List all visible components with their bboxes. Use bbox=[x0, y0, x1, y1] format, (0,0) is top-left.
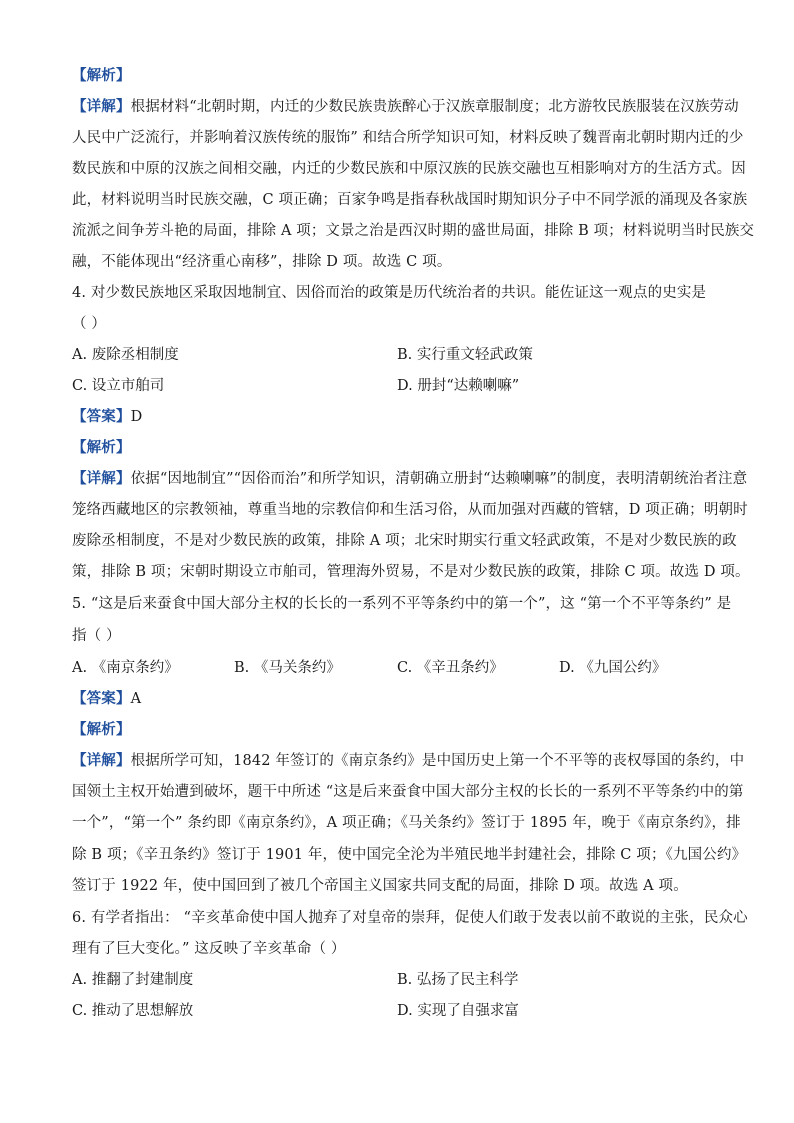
q4-detail-line: 笼络西藏地区的宗教领袖，尊重当地的宗教信仰和生活习俗，从而加强对西藏的管辖，D 项正确；明朝时 bbox=[72, 502, 748, 518]
analysis-label: 【解析】 bbox=[72, 439, 131, 456]
q6-option-d: D. 实现了自强求富 bbox=[397, 1003, 519, 1019]
q4-option-c: C. 设立市舶司 bbox=[72, 378, 165, 394]
detail-text: 根据材料“北朝时期，内迁的少数民族贵族醉心于汉族章服制度；北方游牧民族服装在汉族劳动 bbox=[130, 99, 739, 115]
q5-detail-line: 国领土主权开始遭到破坏，题干中所述 “这是后来蚕食中国大部分主权的长长的一系列不平等条约中的第 bbox=[72, 784, 744, 800]
q5-option-d: D. 《九国公约》 bbox=[559, 660, 667, 676]
q5-detail-line bbox=[72, 751, 744, 771]
question-6-stem: 6. 有学者指出： “辛亥革命使中国人抛弃了对皇帝的崇拜，促使人们敢于发表以前不敢说的主张，民众心 bbox=[72, 910, 748, 926]
q4-answer: D bbox=[130, 409, 143, 425]
q5-detail-line: 签订于 1922 年，使中国回到了被几个帝国主义国家共同支配的局面，排除 D 项。故选 A 项。 bbox=[72, 878, 688, 894]
detail-label: 【详解】 bbox=[72, 98, 131, 115]
question-5-stem-cont: 指（ ） bbox=[72, 628, 121, 644]
detail-text: 根据所学可知，1842 年签订的《南京条约》是中国历史上第一个不平等的丧权辱国的条约，中 bbox=[130, 753, 745, 769]
q6-option-b: B. 弘扬了民主科学 bbox=[397, 972, 519, 988]
answer-label: 【答案】 bbox=[72, 690, 131, 707]
question-4-blank: （ ） bbox=[72, 316, 107, 332]
detail-line: 人民中广泛流行，并影响着汉族传统的服饰” 和结合所学知识可知，材料反映了魏晋南北朝时期内迁的少 bbox=[72, 130, 744, 146]
detail-line: 流派之间争芳斗艳的局面，排除 A 项；文景之治是西汉时期的盛世局面，排除 B 项；材料说明当时民族交 bbox=[72, 223, 755, 239]
detail-line: 融，不能体现出“经济重心南移”，排除 D 项。故选 C 项。 bbox=[72, 254, 452, 270]
q5-detail-line: 除 B 项；《辛丑条约》签订于 1901 年，使中国完全沦为半殖民地半封建社会，排除 C 项；《九国公约》 bbox=[72, 847, 747, 863]
q4-answer-line bbox=[72, 407, 142, 427]
analysis-label: 【解析】 bbox=[72, 67, 131, 84]
q4-option-b: B. 实行重文轻武政策 bbox=[397, 347, 533, 363]
q5-detail-line: 一个”，“第一个” 条约即《南京条约》，A 项正确；《马关条约》签订于 1895 年，晚于《南京条约》，排 bbox=[72, 815, 741, 831]
q5-option-b: B. 《马关条约》 bbox=[234, 660, 341, 676]
q5-answer-line bbox=[72, 689, 141, 709]
q5-answer: A bbox=[130, 691, 142, 707]
q4-option-d: D. 册封“达赖喇嘛” bbox=[397, 378, 520, 394]
question-4-stem: 4. 对少数民族地区采取因地制宜、因俗而治的政策是历代统治者的共识。能佐证这一观点的史实是 bbox=[72, 285, 707, 301]
q6-option-c: C. 推动了思想解放 bbox=[72, 1003, 194, 1019]
question-5-stem: 5. “这是后来蚕食中国大部分主权的长长的一系列不平等条约中的第一个”，这 “第一个不平等条约” 是 bbox=[72, 596, 732, 612]
question-6-stem-cont: 理有了巨大变化。” 这反映了辛亥革命（ ） bbox=[72, 941, 346, 957]
q4-option-a: A. 废除丞相制度 bbox=[72, 347, 179, 363]
q5-option-c: C. 《辛丑条约》 bbox=[397, 660, 504, 676]
detail-text: 依据“因地制宜”“因俗而治”和所学知识，清朝确立册封“达赖喇嘛”的制度，表明清朝统治者注意 bbox=[130, 471, 748, 487]
detail-label: 【详解】 bbox=[72, 470, 131, 487]
q4-detail-line: 废除丞相制度，不是对少数民族的政策，排除 A 项；北宋时期实行重文轻武政策，不是对少数民族的政 bbox=[72, 533, 737, 549]
q5-option-a: A. 《南京条约》 bbox=[72, 660, 179, 676]
detail-line: 数民族和中原的汉族之间相交融，内迁的少数民族和中原汉族的民族交融也互相影响对方的生活方式。因 bbox=[72, 161, 746, 177]
q4-detail-line: 策，排除 B 项；宋朝时期设立市舶司，管理海外贸易，不是对少数民族的政策，排除 C 项。故选 D 项。 bbox=[72, 564, 750, 580]
detail-line bbox=[72, 97, 739, 117]
analysis-label: 【解析】 bbox=[72, 721, 131, 738]
q4-detail-line bbox=[72, 469, 747, 489]
detail-line: 此，材料说明当时民族交融，C 项正确；百家争鸣是指春秋战国时期知识分子中不同学派的涌现及各家族 bbox=[72, 192, 748, 208]
answer-label: 【答案】 bbox=[72, 408, 131, 425]
detail-label: 【详解】 bbox=[72, 752, 131, 769]
q6-option-a: A. 推翻了封建制度 bbox=[72, 972, 194, 988]
